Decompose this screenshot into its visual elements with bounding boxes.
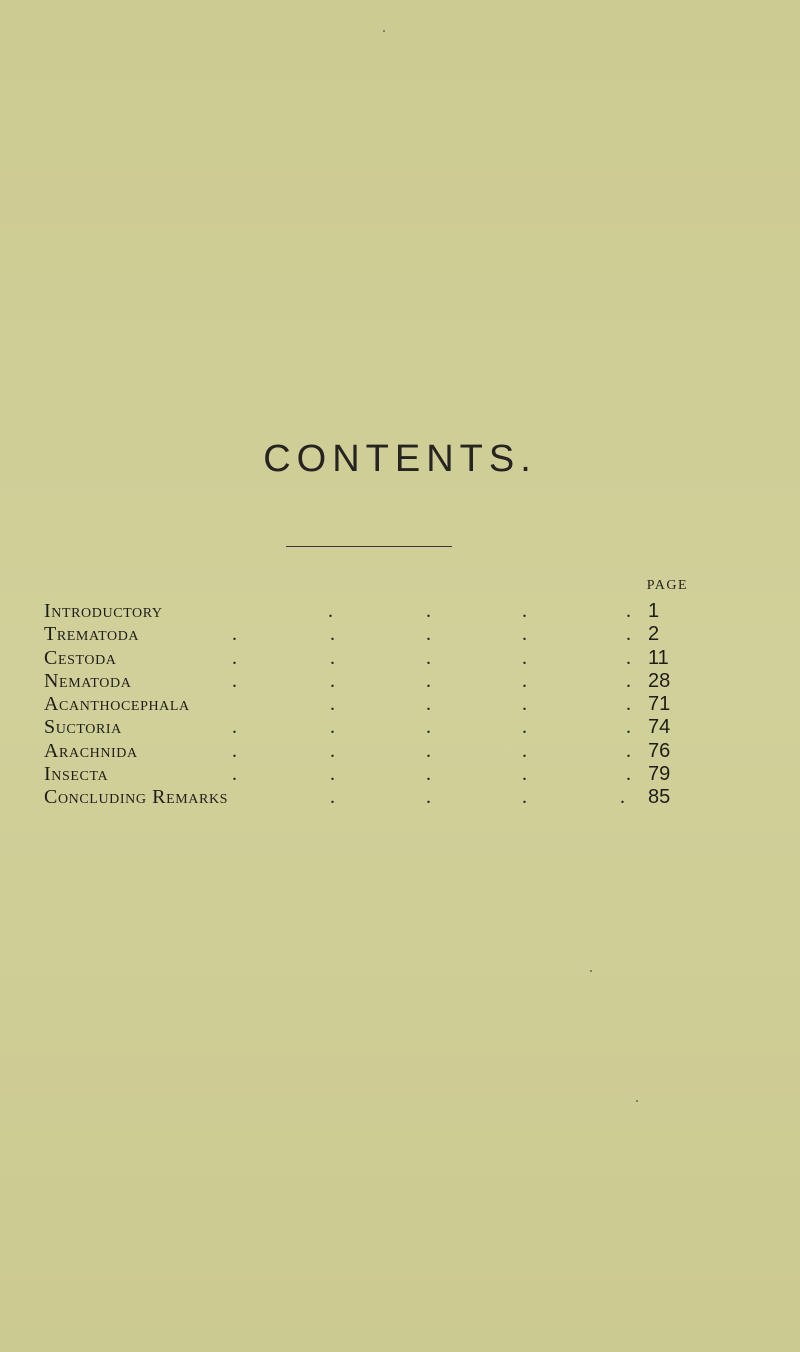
- toc-entry: [44, 600, 692, 623]
- toc-entry-title: Cestoda: [44, 646, 117, 669]
- toc-entry-page: 2: [648, 623, 660, 646]
- dot-leader: . . . .: [328, 600, 631, 622]
- toc-entry: [44, 693, 692, 716]
- toc-entry-title: Nematoda: [44, 669, 132, 692]
- dot-leader: . . . .: [330, 693, 631, 716]
- table-of-contents: [44, 600, 692, 810]
- dot-leader: . . . . .: [232, 646, 631, 669]
- toc-entry: [44, 647, 692, 670]
- paper-speck: [590, 970, 592, 972]
- contents-heading: CONTENTS.: [263, 438, 537, 480]
- toc-entry: [44, 623, 692, 646]
- toc-entry-title: Acanthocephala: [44, 693, 190, 716]
- dot-leader: . . . . .: [232, 623, 631, 646]
- dot-leader: . . . . .: [232, 669, 631, 692]
- toc-entry: [44, 786, 692, 809]
- toc-entry-title: Concluding Remarks: [44, 786, 229, 809]
- toc-entry-page: 28: [648, 669, 671, 692]
- dot-leader: . . . .: [330, 786, 625, 809]
- page-column-label: PAGE: [646, 578, 688, 593]
- toc-entry-page: 1: [648, 600, 660, 622]
- toc-entry-page: 11: [648, 646, 669, 669]
- paper-speck: [636, 1100, 638, 1102]
- toc-entry-page: 85: [648, 786, 671, 809]
- heading-rule: [286, 546, 452, 547]
- dot-leader: . . . . .: [232, 763, 631, 786]
- toc-entry-page: 79: [648, 763, 671, 786]
- toc-entry-page: 74: [648, 716, 671, 739]
- paper-speck: [383, 30, 385, 32]
- toc-entry: [44, 740, 692, 763]
- toc-entry-title: Suctoria: [44, 716, 122, 739]
- toc-entry-title: Arachnida: [44, 739, 138, 762]
- toc-entry: [44, 670, 692, 693]
- toc-entry-title: Trematoda: [44, 623, 140, 646]
- toc-entry-title: Introductory: [44, 600, 163, 622]
- toc-entry: [44, 716, 692, 739]
- toc-entry-page: 76: [648, 739, 671, 762]
- dot-leader: . . . . .: [232, 716, 631, 739]
- toc-entry: [44, 763, 692, 786]
- toc-entry-page: 71: [648, 693, 671, 716]
- toc-entry-title: Insecta: [44, 763, 109, 786]
- dot-leader: . . . . .: [232, 739, 631, 762]
